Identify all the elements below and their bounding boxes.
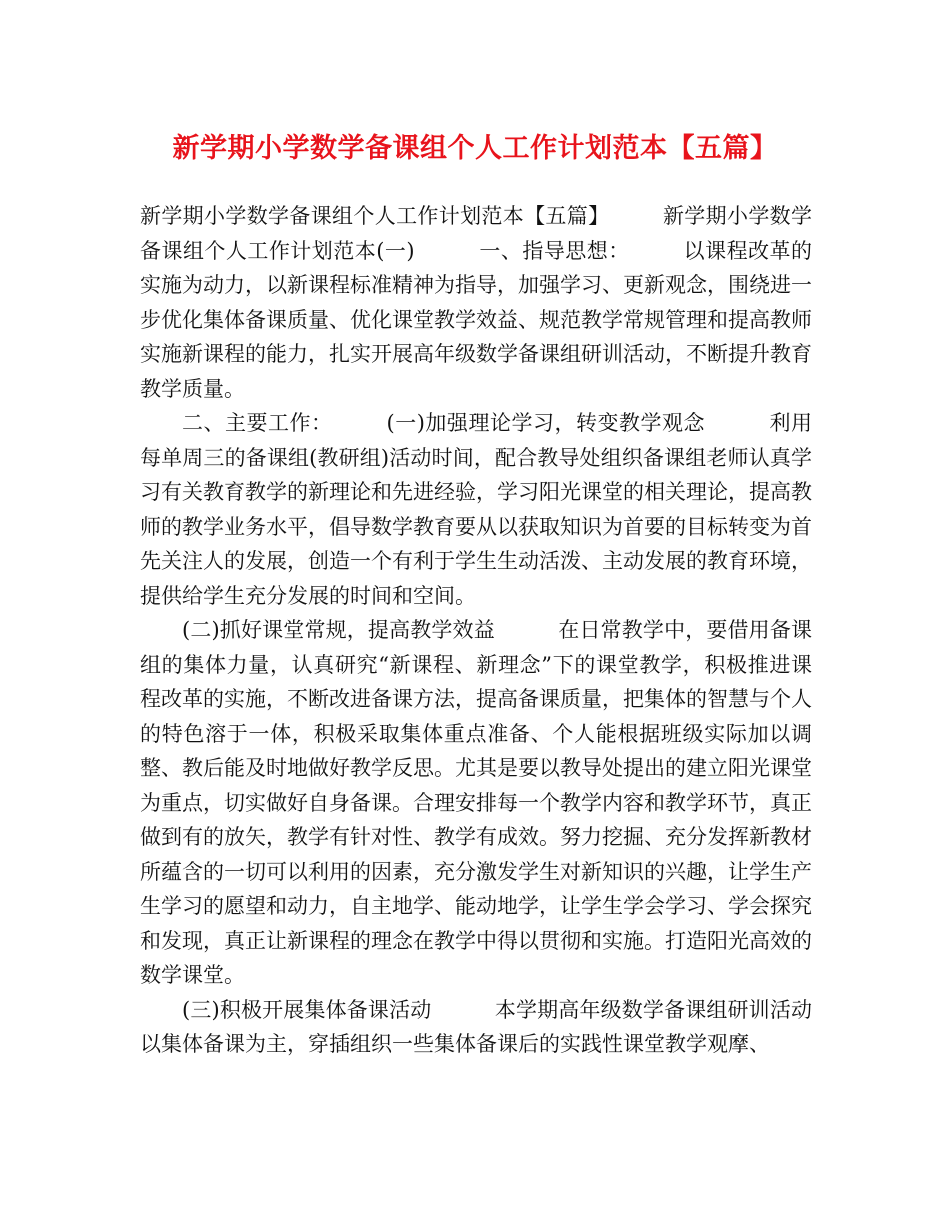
document-title: 新学期小学数学备课组个人工作计划范本【五篇】 — [172, 133, 778, 164]
document-body — [140, 199, 812, 1062]
paragraph-1: 新学期小学数学备课组个人工作计划范本【五篇】 新学期小学数学备课组个人工作计划范本(一) 一、指导思想： 以课程改革的实施为动力，以新课程标准精神为指导，加强学习、更新观念，围绕进一步优化集体备课质量、优化课堂教学效益、规范教学常规管理和提高教师实施新课程的能力，扎实开展高年级数学备课组研训活动，不断提升教育教学质量。 — [140, 204, 812, 401]
paragraph-2: 二、主要工作： (一)加强理论学习，转变教学观念 利用每单周三的备课组(教研组)活动时间，配合教导处组织备课组老师认真学习有关教育教学的新理论和先进经验，学习阳光课堂的相关理论，提高教师的教学业务水平，倡导数学教育要从以获取知识为首要的目标转变为首先关注人的发展，创造一个有利于学生生动活泼、主动发展的教育环境，提供给学生充分发展的时间和空间。 — [140, 411, 812, 608]
paragraph-4: (三)积极开展集体备课活动 本学期高年级数学备课组研训活动以集体备课为主，穿插组织一些集体备课后的实践性课堂教学观摩、 — [140, 997, 812, 1056]
paragraph-3: (二)抓好课堂常规，提高教学效益 在日常教学中，要借用备课组的集体力量，认真研究“新课程、新理念”下的课堂教学，积极推进课程改革的实施，不断改进备课方法，提高备课质量，把集体的智慧与个人的特色溶于一体，积极采取集体重点准备、个人能根据班级实际加以调整、教后能及时地做好教学反思。尤其是要以教导处提出的建立阳光课堂为重点，切实做好自身备课。合理安排每一个教学内容和教学环节，真正做到有的放矢，教学有针对性、教学有成效。努力挖掘、充分发挥新教材所蕴含的一切可以利用的因素，充分激发学生对新知识的兴趣，让学生产生学习的愿望和动力，自主地学、能动地学，让学生学会学习、学会探究和发现，真正让新课程的理念在教学中得以贯彻和实施。打造阳光高效的数学课堂。 — [140, 618, 812, 987]
